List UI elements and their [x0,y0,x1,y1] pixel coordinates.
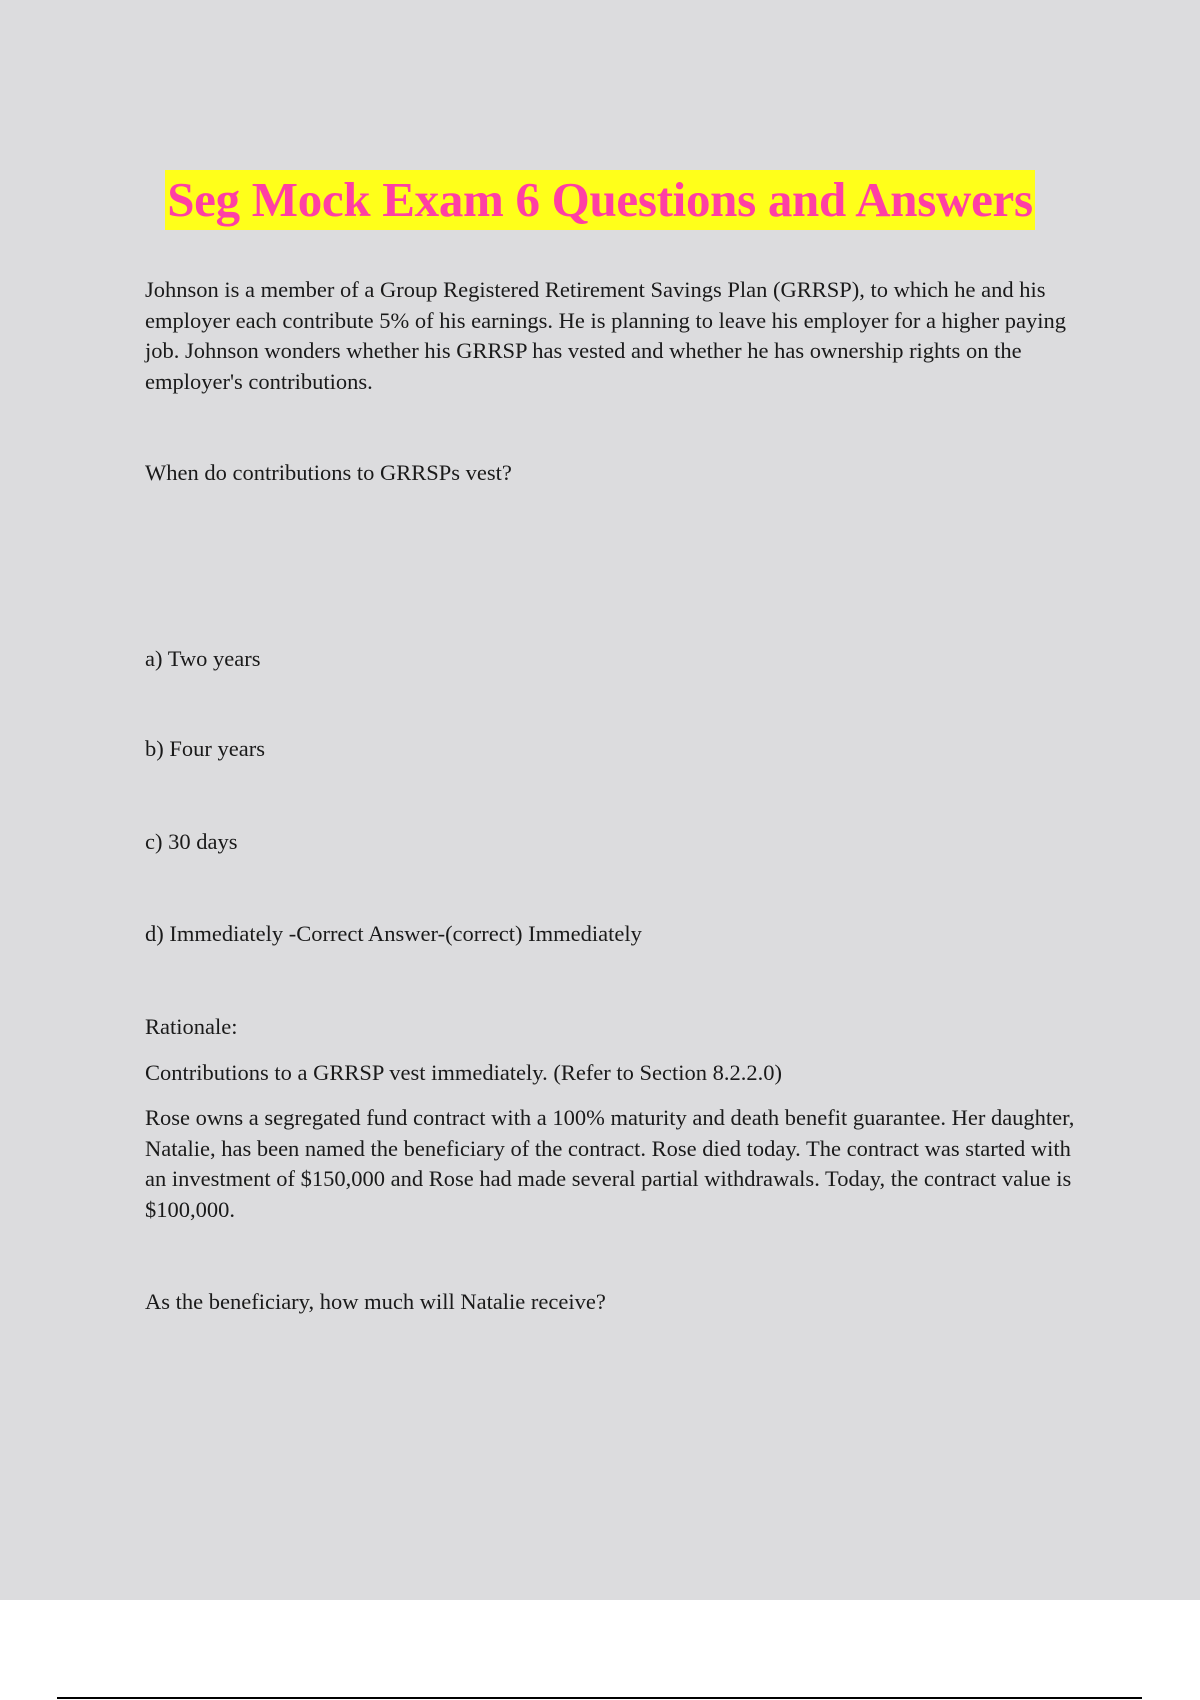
rationale-label: Rationale: [145,1014,238,1039]
page-divider [57,1697,1142,1699]
q1-option-d [145,919,1080,950]
q1-scenario [145,275,1080,397]
q1-rationale-label [145,1012,1080,1043]
q2-question [145,1287,1080,1318]
option-text: a) Two years [145,646,261,671]
q1-question-text: When do contributions to GRRSPs vest? [145,460,512,485]
rationale-text: Contributions to a GRRSP vest immediately. (Refer to Section 8.2.2.0) [145,1060,783,1085]
title-container [0,170,1200,230]
q1-rationale [145,1058,1080,1089]
q2-scenario-text: Rose owns a segregated fund contract with a 100% maturity and death benefit guarantee. Her daughter, Natalie, has been named the beneficiary of the contract. Rose died today. The contract was started with an investment of $150,000 and Rose had made several partial withdrawals. Today, the contract value is $100,000. [145,1105,1075,1222]
q2-question-text: As the beneficiary, how much will Natalie receive? [145,1289,606,1314]
q1-option-a [145,644,1080,675]
q1-question [145,458,1080,489]
q1-scenario-text: Johnson is a member of a Group Registered Retirement Savings Plan (GRRSP), to which he and his employer each contribute 5% of his earnings. He is planning to leave his employer for a higher paying job. Johnson wonders whether his GRRSP has vested and whether he has ownership rights on the employer's contributions. [145,277,1066,394]
option-text: d) Immediately -Correct Answer-(correct) Immediately [145,921,642,946]
q2-scenario [145,1103,1080,1225]
document-title: Seg Mock Exam 6 Questions and Answers [165,170,1035,230]
option-text: c) 30 days [145,829,238,854]
q1-option-b [145,734,1080,765]
q1-option-c [145,827,1080,858]
option-text: b) Four years [145,736,265,761]
